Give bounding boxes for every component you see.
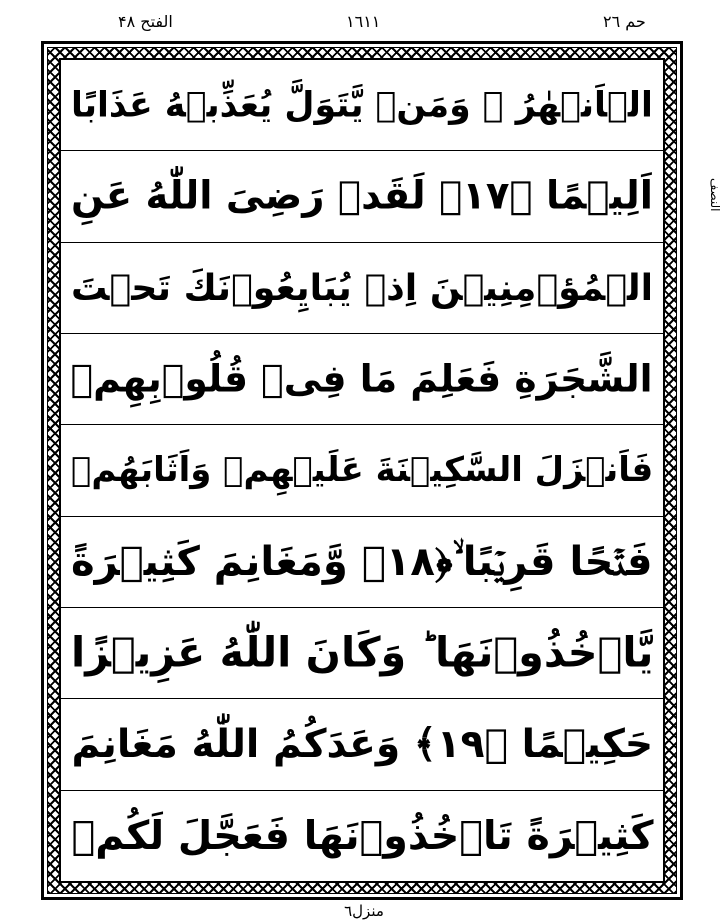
verse-line	[61, 243, 663, 334]
verse-line-text: كَثِيۡرَةً تَاۡخُذُوۡنَهَا فَعَجَّلَ لَكُمۡ	[71, 812, 653, 859]
surah-name-label: الفتح ۴۸	[118, 12, 173, 31]
verse-line-text: يَّاۡخُذُوۡنَهَا ؕ وَكَانَ اللّٰهُ عَزِيۡزًا	[70, 629, 654, 677]
verse-line-text: حَكِيۡمًا ﴿۱۹﴾ وَعَدَكُمُ اللّٰهُ مَغَانِمَ	[71, 721, 653, 768]
verse-line-text: اَلِيۡمًا ﴿۱۷﴾ لَقَدۡ رَضِىَ اللّٰهُ عَنِ	[70, 174, 653, 219]
verse-line	[61, 608, 663, 699]
margin-note: النصف	[708, 178, 722, 212]
page-number: ۱٦۱۱	[346, 12, 381, 31]
verse-line	[61, 334, 663, 425]
manzil-footer: منزل٦	[344, 902, 384, 920]
verse-line	[61, 791, 663, 881]
juz-label: حم ۲٦	[603, 12, 646, 31]
verse-line-text: الشَّجَرَةِ فَعَلِمَ مَا فِىۡ قُلُوۡبِهِمۡ	[70, 357, 654, 401]
verse-line	[61, 151, 663, 242]
verse-lines-container	[59, 58, 665, 883]
verse-line	[61, 517, 663, 608]
verse-line-text: فَاَنۡزَلَ السَّكِيۡنَةَ عَلَيۡهِمۡ وَاَثَابَهُمۡ	[70, 450, 654, 491]
verse-line	[61, 699, 663, 790]
verse-line-text: الۡاَنۡهٰرُ ۚ وَمَنۡ يَّتَوَلَّ يُعَذِّبۡهُ عَذَابًا	[71, 85, 653, 126]
page-frame	[41, 41, 683, 900]
page-header	[0, 0, 728, 40]
verse-line-text: الۡمُؤۡمِنِيۡنَ اِذۡ يُبَايِعُوۡنَكَ تَحۡتَ	[70, 266, 654, 309]
verse-line	[61, 425, 663, 516]
verse-line-text: فَتۡحًا قَرِيۡبًا ۙ﴿۱۸﴾ وَّمَغَانِمَ كَثِيۡرَةً	[71, 538, 653, 585]
verse-line	[61, 60, 663, 151]
